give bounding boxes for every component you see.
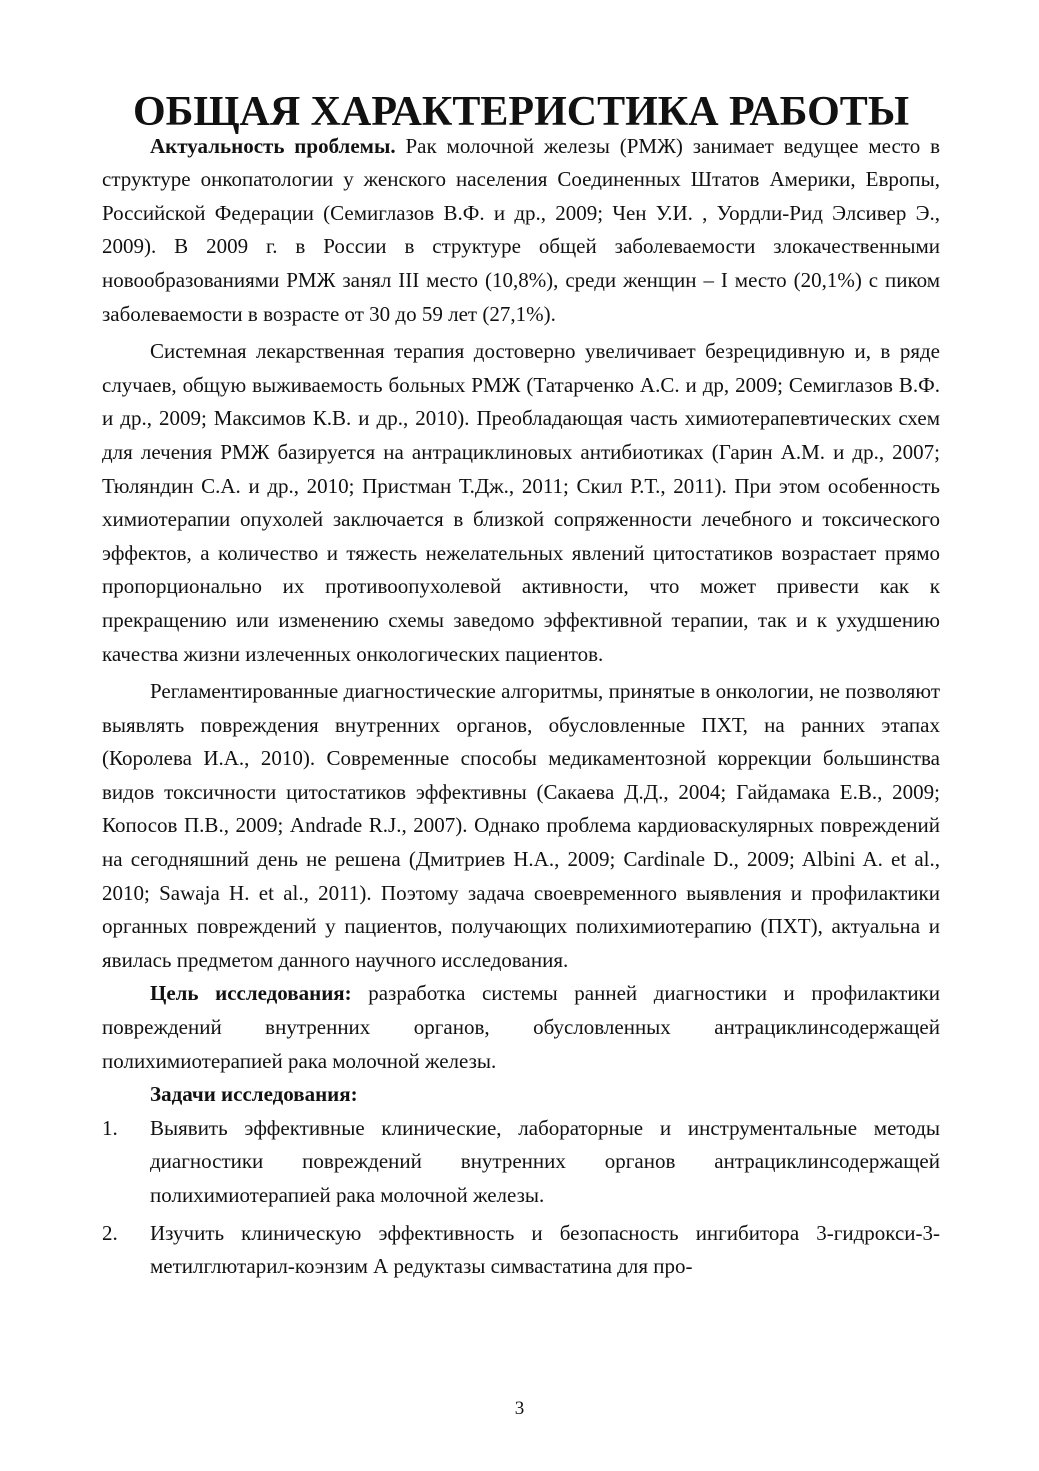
therapy-paragraph: Системная лекарственная терапия достоверно увеличивает безрецидивную и, в ряде случаев, общую выживаемость больных РМЖ (Татарченко А.С. и др, 2009; Семиглазов В.Ф. и др., 2009; Максимов К.В. и др., 2010). Преобладающая часть химиотерапевтических схем для лечения РМЖ базируется на антрациклиновых антибиотиках (Гарин А.М. и др., 2007; Тюляндин С.А. и др., 2010; Пристман Т.Дж., 2011; Скил Р.Т., 2011). При этом особенность химиотерапии опухолей заключается в близкой сопряженности лечебного и токсического эффектов, а количество и тяжесть нежелательных явлений цитостатиков возрастает прямо пропорционально их противоопухолевой активности, что может привести как к прекращению или изменению схемы заведомо эффективной терапии, так и к ухудшению качества жизни излеченных онкологических пациентов. [102, 339, 940, 666]
goal-heading: Цель исследования: [150, 981, 352, 1006]
tasks-heading: Задачи исследования: [150, 1082, 358, 1107]
list-item [102, 1112, 940, 1213]
list-item-text: Выявить эффективные клинические, лабораторные и инструментальные методы диагностики повреждений внутренних органов антрациклинсодержащей полихимиотерапией рака молочной железы. [150, 1115, 940, 1207]
relevance-text: Рак молочной железы (РМЖ) занимает ведущее место в структуре онкопатологии у женского населения Соединенных Штатов Америки, Европы, Российской Федерации (Семиглазов В.Ф. и др., 2009; Чен У.И. , Уордли-Рид Элсивер Э., 2009). В 2009 г. в России в структуре общей заболеваемости злокачественными новообразованиями РМЖ занял III место (10,8%), среди женщин – I место (20,1%) с пиком заболеваемости в возрасте от 30 до 59 лет (27,1%). [102, 133, 940, 326]
relevance-heading: Актуальность проблемы. [150, 133, 396, 158]
list-item-number: 1. [102, 1115, 118, 1140]
goal-text: разработка системы ранней диагностики и профилактики повреждений внутренних органов, обусловленных антрациклинсодержащей полихимиотерапией рака молочной железы. [102, 981, 940, 1073]
diagnostics-paragraph: Регламентированные диагностические алгоритмы, принятые в онкологии, не позволяют выявлять повреждения внутренних органов, обусловленные ПХТ, на ранних этапах (Королева И.А., 2010). Современные способы медикаментозной коррекции большинства видов токсичности цитостатиков эффективны (Сакаева Д.Д., 2004; Гайдамака Е.В., 2009; Копосов П.В., 2009; Andrade R.J., 2007). Однако проблема кардиоваскулярных повреждений на сегодняшний день не решена (Дмитриев Н.А., 2009; Cardinale D., 2009; Albini A. et al., 2010; Sawaja H. et al., 2011). Поэтому задача своевременного выявления и профилактики органных повреждений у пациентов, получающих полихимиотерапию (ПХТ), актуальна и явилась предметом данного научного исследования. [102, 679, 940, 972]
document-title: ОБЩАЯ ХАРАКТЕРИСТИКА РАБОТЫ [132, 89, 910, 135]
document-page [102, 89, 940, 1288]
relevance-paragraph [102, 130, 940, 332]
list-item-number: 2. [102, 1220, 118, 1245]
list-item [102, 1217, 940, 1284]
tasks-list [102, 1112, 940, 1284]
goal-paragraph [102, 977, 940, 1078]
list-item-text: Изучить клиническую эффективность и безопасность ингибитора 3-гидрокси-3-метилглютарил-коэнзим А редуктазы симвастатина для про- [150, 1220, 940, 1279]
page-number: 3 [514, 1398, 525, 1419]
